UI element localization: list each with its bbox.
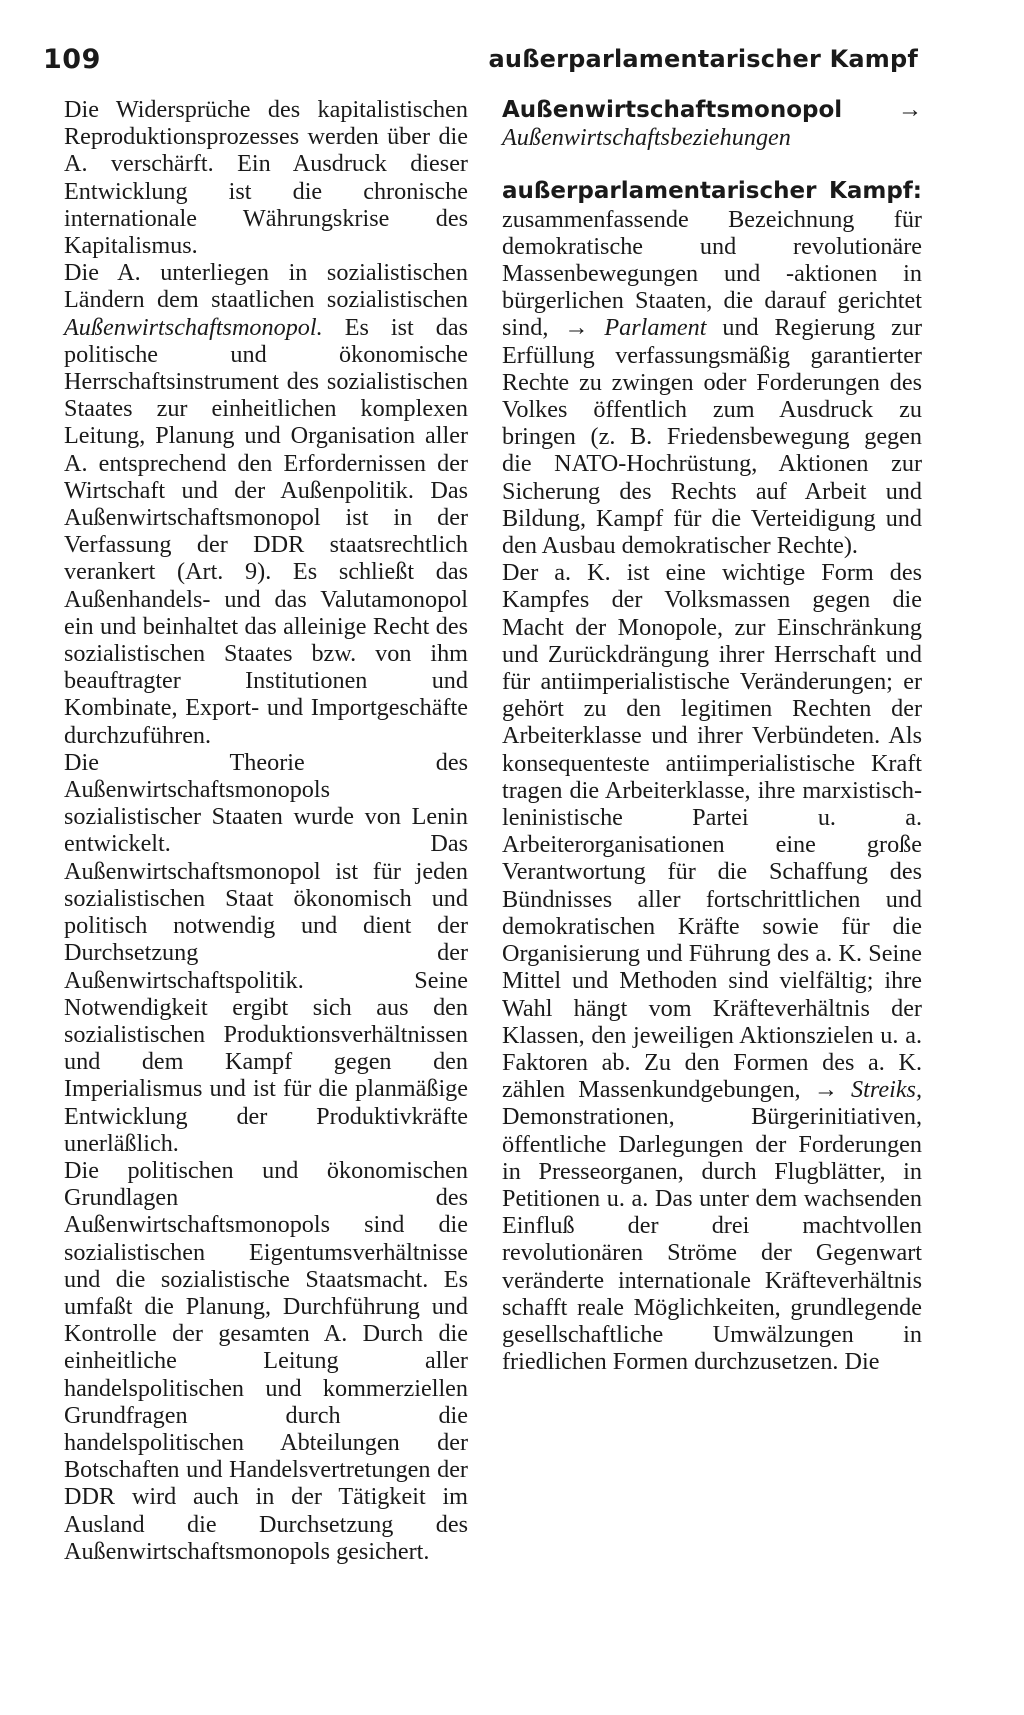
cross-reference: Streiks, [851,1076,923,1104]
paragraph-text: Es ist das politische und ökonomische Herrschaftsinstrument des sozialistischen Staates zur einheitlichen komplexen Leitung, Planung und Organisation aller A. entsprechend den Erfordernissen der Wirtschaft und der Außenpolitik. Das Außenwirtschaftsmonopol ist in der Verfassung der DDR staatsrechtlich verankert (Art. 9). Es schließt das Außenhandels- und das Valutamonopol ein und beinhaltet das alleinige Recht des sozialistischen Staates bzw. von ihm beauftragter Institutionen und Kombinate, Export- und Importgeschäfte durchzuführen. [64,313,468,749]
running-head: außerparlamentarischer Kampf [488,45,918,73]
entry-headword: außerparlamentarischer Kampf: [502,178,922,205]
cross-reference: Außenwirtschaftsbeziehungen [502,124,791,152]
entry-ausserparlamentarischer-kampf [502,177,922,559]
paragraph-text: Demonstrationen, Bürgerinitiativen, öffentliche Darlegungen der Forderungen in Presseorganen, durch Flugblätter, in Petitionen u. a. Das unter dem wachsenden Einfluß der drei machtvollen revolutionären Ströme der Gegenwart veränderte internationale Kräfteverhältnis schafft reale Möglichkeiten, grundlegende gesellschaftliche Umwälzungen in friedlichen Formen durchzusetzen. Die [502,1103,922,1376]
entry-headword: Außenwirtschaftsmonopol [502,97,843,123]
entry-aussenwirtschaftsmonopol [502,96,922,151]
arrow-icon: → [564,314,589,342]
paragraph-text: und Regierung zur Erfüllung verfassungsmäßig garantierter Rechte zu zwingen oder Forderungen des Volkes öffentlich zum Ausdruck zu bringen (z. B. Friedensbewegung gegen die NATO-Hochrüstung, Aktionen zur Sicherung des Rechts auf Arbeit und Bildung, Kampf für die Verteidigung und den Ausbau demokratischer Rechte). [502,314,923,560]
cross-reference: Außenwirtschaftsmonopol. [64,313,323,341]
cross-reference: Parlament [604,314,707,342]
page-number: 109 [43,44,101,75]
paragraph [64,259,468,749]
entry-gap [502,151,922,177]
left-column [64,96,468,1565]
arrow-icon: → [897,96,922,123]
arrow-icon: → [813,1076,838,1104]
paragraph: Die Widersprüche des kapitalistischen Reproduktionsprozesses werden über die A. verschärft. Ein Ausdruck dieser Entwicklung ist die chronische internationale Währungskrise des Kapitalismus. [64,96,468,260]
paragraph-text: Der a. K. ist eine wichtige Form des Kampfes der Volksmassen gegen die Macht der Monopole, zur Einschränkung und Zurückdrängung ihrer Herrschaft und für antiimperialistische Veränderungen; er gehört zu den legitimen Rechten der Arbeiterklasse und ihrer Verbündeten. Als konsequenteste antiimperialistische Kraft tragen die Arbeiterklasse, ihre marxistisch-leninistische Partei u. a. Arbeiterorganisationen eine große Verantwortung für die Schaffung des Bündnisses aller fortschrittlichen und demokratischen Kräfte sowie für die Organisierung und Führung des a. K. Seine Mittel und Methoden sind vielfältig; ihre Wahl hängt vom Kräfteverhältnis der Klassen, den jeweiligen Aktionszielen u. a. Faktoren ab. Zu den Formen des a. K. zählen Massenkundgebungen, [502,559,922,1104]
right-column [502,96,922,1375]
paragraph-text: zusammenfassende Bezeichnung für demokratische und revolutionäre Massenbewegungen und -aktionen in bürgerlichen Staaten, die darauf gerichtet sind, [502,205,922,342]
paragraph: Die Theorie des Außenwirtschaftsmonopols sozialistischer Staaten wurde von Lenin entwickelt. Das Außenwirtschaftsmonopol ist für jeden sozialistischen Staat ökonomisch und politisch notwendig und dient der Durchsetzung der Außenwirtschaftspolitik. Seine Notwendigkeit ergibt sich aus den sozialistischen Produktionsverhältnissen und dem Kampf gegen den Imperialismus und ist für die planmäßige Entwicklung der Produktivkräfte unerläßlich. [64,748,468,1157]
paragraph: Die politischen und ökonomischen Grundlagen des Außenwirtschaftsmonopols sind die sozialistischen Eigentumsverhältnisse und die sozialistische Staatsmacht. Es umfaßt die Planung, Durchführung und Kontrolle der gesamten A. Durch die einheitliche Leitung aller handelspolitischen und kommerziellen Grundfragen durch die handelspolitischen Abteilungen der Botschaften und Handelsvertretungen der DDR wird auch in der Tätigkeit im Ausland die Durchsetzung des Außenwirtschaftsmonopols gesichert. [64,1156,468,1565]
paragraph [502,559,922,1375]
paragraph-text: Die A. unterliegen in sozialistischen Ländern dem staatlichen sozialistischen [64,259,468,314]
